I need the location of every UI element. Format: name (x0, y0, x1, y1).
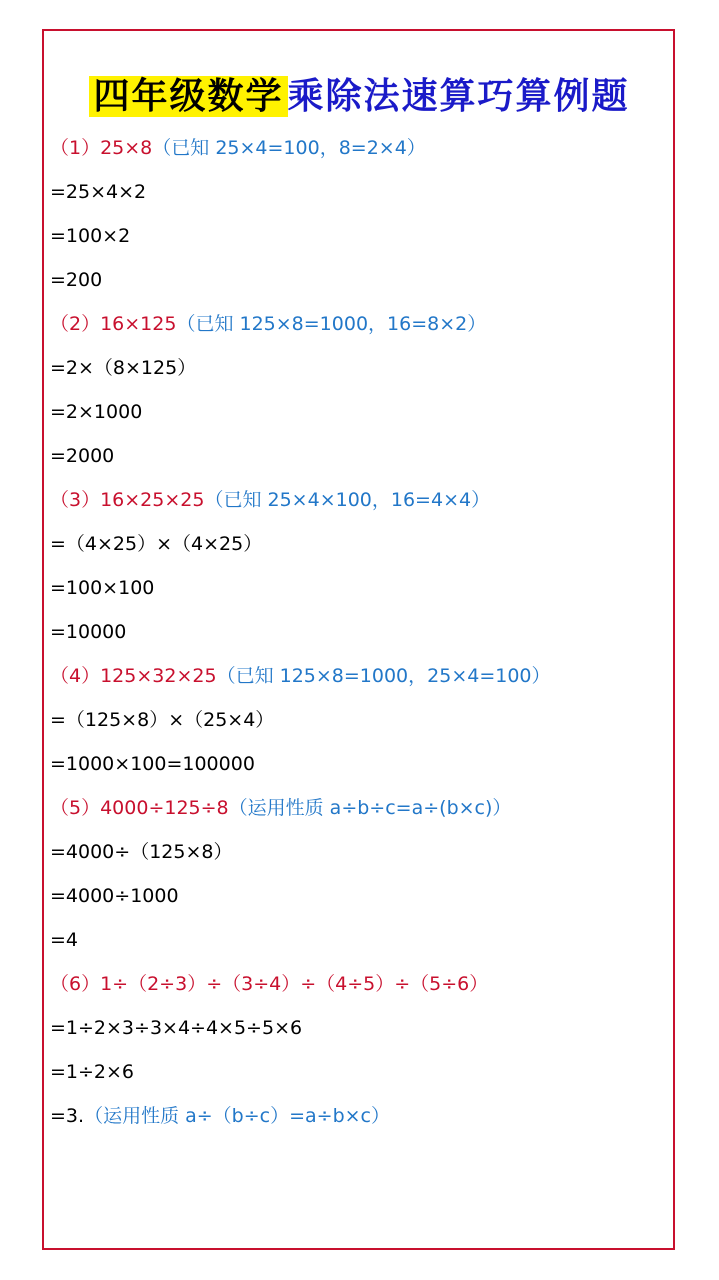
problem-2-hint: （已知 125×8=1000，16=8×2） (176, 313, 487, 335)
title-highlight: 四年级数学 (89, 76, 287, 117)
problem-3-step-3: =10000 (50, 621, 127, 643)
problem-5-step-1: =4000÷（125×8） (50, 841, 233, 863)
problem-2-step-2: =2×1000 (50, 401, 143, 423)
problem-3-hint: （已知 25×4×100，16=4×4） (204, 489, 491, 511)
problem-2 (50, 310, 670, 354)
problem-2-question: （2）16×125 (50, 313, 177, 335)
problem-5 (50, 794, 670, 838)
problem-3-step-1: =（4×25）×（4×25） (50, 533, 263, 555)
problem-2-step-3: =2000 (50, 445, 115, 467)
problem-3-question: （3）16×25×25 (50, 489, 205, 511)
problem-4-hint: （已知 125×8=1000，25×4=100） (216, 665, 551, 687)
problem-6-question: （6）1÷（2÷3）÷（3÷4）÷（4÷5）÷（5÷6） (50, 973, 489, 995)
problem-6-step-3 (50, 1102, 670, 1146)
problem-5-question: （5）4000÷125÷8 (50, 797, 229, 819)
problem-6 (50, 970, 670, 1014)
problem-1-step-2: =100×2 (50, 225, 131, 247)
problem-4-question: （4）125×32×25 (50, 665, 217, 687)
problem-5-step-3: =4 (50, 929, 79, 951)
title-subtitle: 乘除法速算巧算例题 (287, 75, 630, 117)
problem-1-step-1: =25×4×2 (50, 181, 147, 203)
problem-5-hint: （运用性质 a÷b÷c=a÷(b×c)） (228, 797, 512, 819)
problem-2-step-1: =2×（8×125） (50, 357, 197, 379)
problem-1-hint: （已知 25×4=100，8=2×4） (152, 137, 426, 159)
problem-3 (50, 486, 670, 530)
problem-4-step-2: =1000×100=100000 (50, 753, 255, 775)
problem-5-step-2: =4000÷1000 (50, 885, 179, 907)
problem-1-question: （1）25×8 (50, 137, 153, 159)
problem-4-step-1: =（125×8）×（25×4） (50, 709, 275, 731)
problem-6-answer: =3. (50, 1105, 85, 1127)
examples-list (50, 134, 670, 1146)
problem-6-hint: （运用性质 a÷（b÷c）=a÷b×c） (84, 1105, 391, 1127)
problem-1 (50, 134, 670, 178)
page-title (0, 68, 719, 119)
problem-4 (50, 662, 670, 706)
problem-6-step-1: =1÷2×3÷3×4÷4×5÷5×6 (50, 1017, 303, 1039)
problem-3-step-2: =100×100 (50, 577, 155, 599)
problem-6-step-2: =1÷2×6 (50, 1061, 135, 1083)
problem-1-step-3: =200 (50, 269, 103, 291)
